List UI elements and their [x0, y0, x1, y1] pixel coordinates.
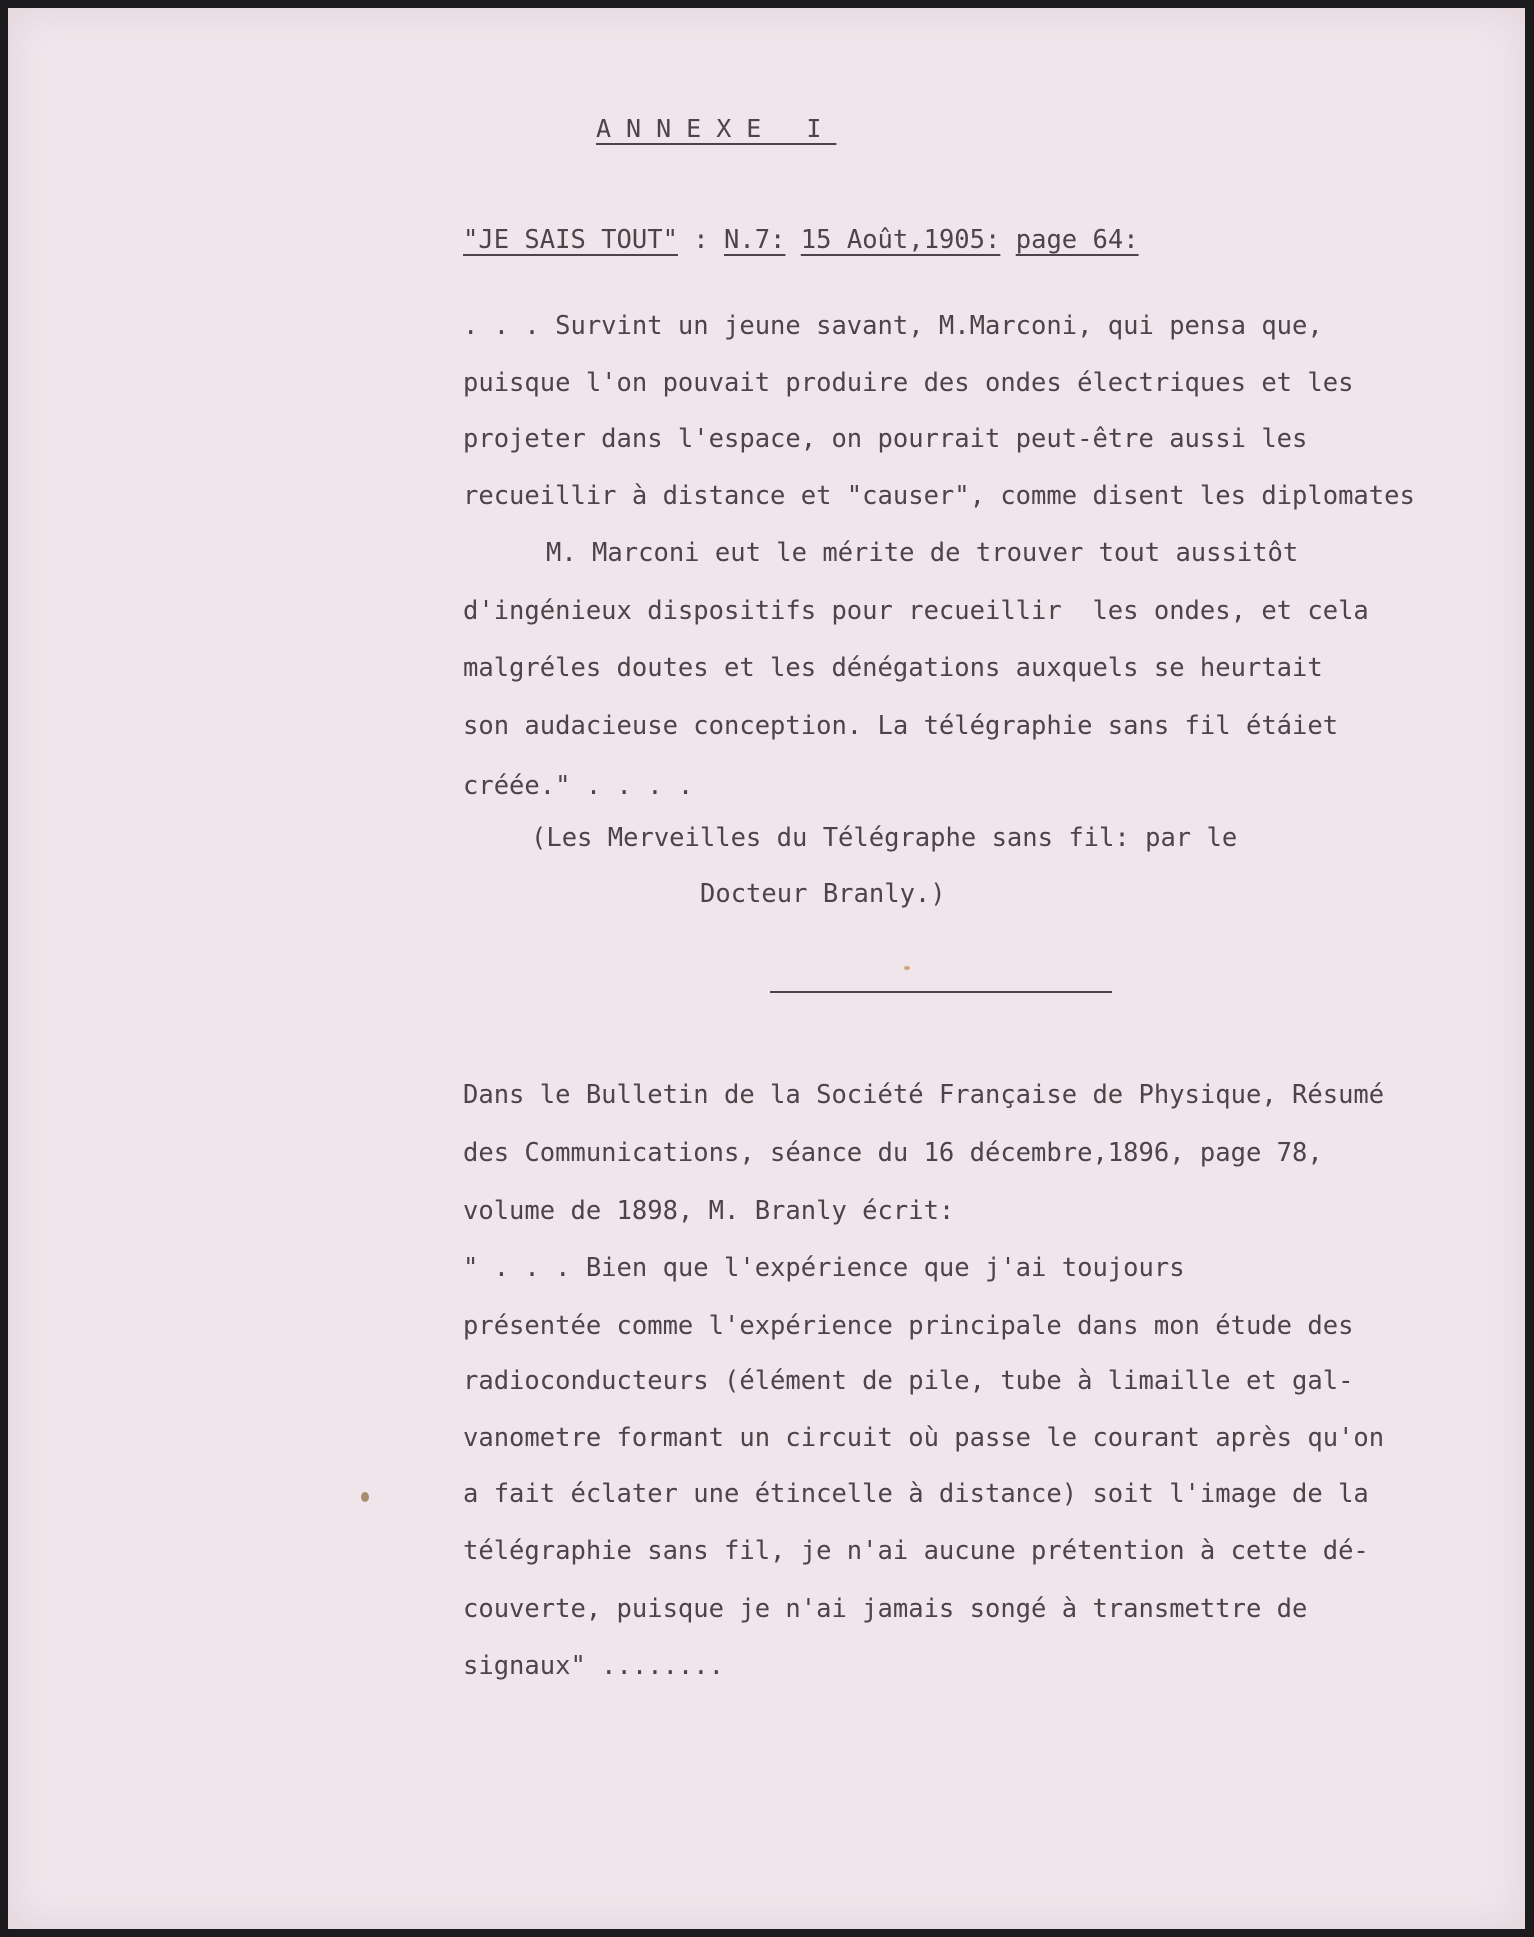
quote1-line: . . . Survint un jeune savant, M.Marconi, qui pensa que, [463, 311, 1323, 341]
bleed-through-text-left [28, 888, 468, 1038]
ink-speck [904, 966, 910, 970]
section2-line: volume de 1898, M. Branly écrit: [463, 1196, 955, 1226]
quote1-line: recueillir à distance et "causer", comme disent les diplomates [463, 481, 1415, 511]
section2-line: des Communications, séance du 16 décembre,1896, page 78, [463, 1138, 1323, 1168]
source-line [463, 225, 1139, 255]
source-journal: "JE SAIS TOUT" [463, 225, 678, 255]
section2-line: présentée comme l'expérience principale dans mon étude des [463, 1311, 1354, 1341]
annex-title: ANNEXE I [596, 114, 837, 143]
section2-line: télégraphie sans fil, je n'ai aucune prétention à cette dé- [463, 1536, 1369, 1566]
stain-mark [361, 1492, 369, 1502]
section2-line: couverte, puisque je n'ai jamais songé à transmettre de [463, 1594, 1308, 1624]
section2-line: radioconducteurs (élément de pile, tube à limaille et gal- [463, 1366, 1354, 1396]
source-separator: : [677, 225, 724, 255]
section2-line: vanometre formant un circuit où passe le courant après qu'on [463, 1423, 1385, 1453]
quote1-line: malgréles doutes et les dénégations auxquels se heurtait [463, 653, 1323, 683]
source-page: page 64: [1015, 225, 1139, 255]
quote1-attribution: Docteur Branly.) [700, 879, 946, 909]
quote1-line: d'ingénieux dispositifs pour recueillir les ondes, et cela [463, 596, 1369, 626]
quote1-line: projeter dans l'espace, on pourrait peut-être aussi les [463, 424, 1308, 454]
quote1-line: son audacieuse conception. La télégraphie sans fil étáiet [463, 711, 1339, 741]
separator-rule [770, 991, 1112, 993]
quote1-line: M. Marconi eut le mérite de trouver tout aussitôt [546, 538, 1299, 568]
source-date: 15 Août,1905: [800, 225, 1001, 255]
document-page [8, 8, 1525, 1929]
source-number: N.7: [724, 225, 786, 255]
quote1-attribution: (Les Merveilles du Télégraphe sans fil: par le [531, 823, 1238, 853]
section2-line: signaux" ........ [463, 1651, 724, 1681]
quote1-line: créée." . . . . [463, 771, 694, 801]
quote1-line: puisque l'on pouvait produire des ondes électriques et les [463, 368, 1354, 398]
section2-line: a fait éclater une étincelle à distance) soit l'image de la [463, 1479, 1369, 1509]
bleed-through-text-right [1138, 888, 1498, 1038]
section2-line: Dans le Bulletin de la Société Française de Physique, Résumé [463, 1080, 1385, 1110]
section2-line: " . . . Bien que l'expérience que j'ai toujours [463, 1253, 1185, 1283]
